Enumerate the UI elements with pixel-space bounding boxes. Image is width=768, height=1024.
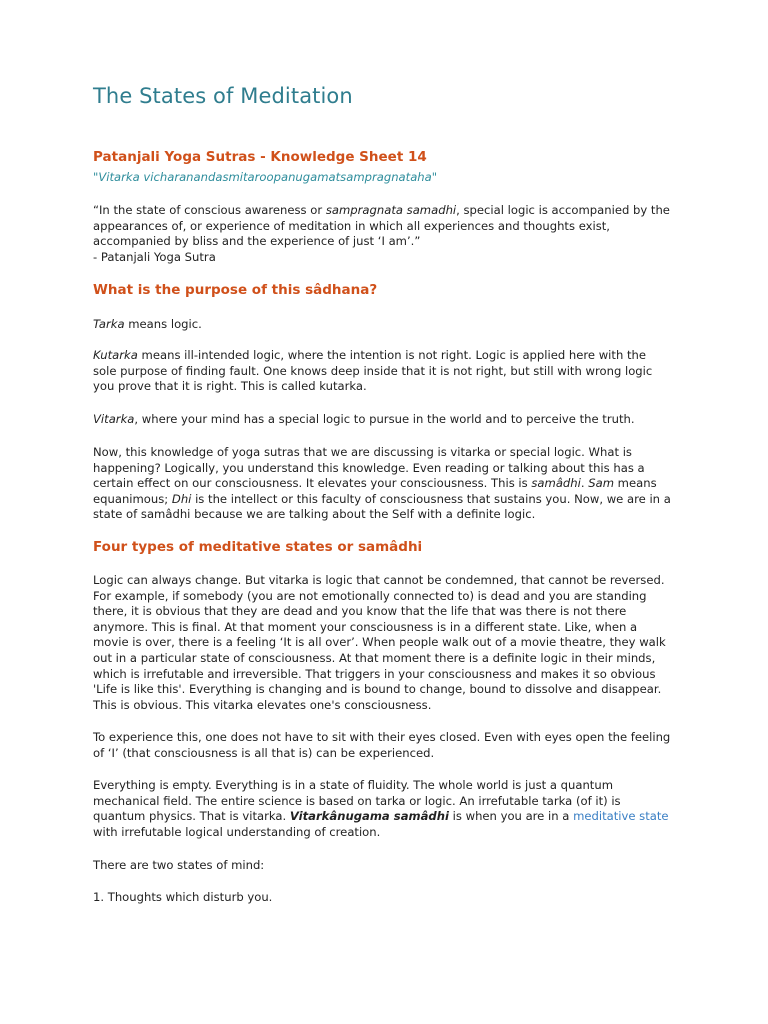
heading-types: Four types of meditative states or samâdhi <box>93 539 423 555</box>
logic-paragraph: Logic can always change. But vitarka is logic that cannot be condemned, that cannot be reversed. For example, if somebody (you are not emotionally connected to) is dead and you are standing there, it is obvious that they are dead and you know that the life that was there is not there anymore. This is final. At that moment your consciousness is in a different state. Like, when a movie is over, there is a feeling ‘It is all over’. When people walk out of a movie theatre, they walk out in a particular state of consciousness. At that moment there is a definite logic in their minds, which is irrefutable and irreversible. That triggers in your consciousness and makes it so obvious 'Life is like this'. Everything is changing and is bound to change, bound to dissolve and disappear. This is obvious. This vitarka elevates one's consciousness. <box>93 573 666 712</box>
list-item-1: 1. Thoughts which disturb you. <box>93 890 273 904</box>
sutra-quote: "Vitarka vicharanandasmitaroopanugamatsampragnataha" <box>93 170 438 184</box>
vitarka-paragraph: Vitarka, where your mind has a special logic to pursue in the world and to perceive the truth. <box>93 412 635 426</box>
heading-purpose: What is the purpose of this sâdhana? <box>93 282 378 298</box>
knowledge-paragraph: Now, this knowledge of yoga sutras that we are discussing is vitarka or special logic. What is happening? Logically, you understand this knowledge. Even reading or talking about this has a certain effect on our consciousness. It elevates your consciousness. This is samâdhi. Sam means equanimous; Dhi is the intellect or this faculty of consciousness that sustains you. Now, we are in a state of samâdhi because we are talking about the Self with a definite logic. <box>93 445 671 522</box>
quote-attribution: - Patanjali Yoga Sutra <box>93 249 216 264</box>
meditative-state-link[interactable]: meditative state <box>573 809 669 824</box>
tarka-paragraph: Tarka means logic. <box>93 317 202 331</box>
two-states-paragraph: There are two states of mind: <box>93 858 265 872</box>
kutarka-paragraph: Kutarka means ill-intended logic, where the intention is not right. Logic is applied here with the sole purpose of finding fault. One knows deep inside that it is not right, but still with wrong logic you prove that it is right. This is called kutarka. <box>93 348 653 394</box>
page-title: The States of Meditation <box>93 84 353 108</box>
experience-paragraph: To experience this, one does not have to sit with their eyes closed. Even with eyes open the feeling of ‘I’ (that consciousness is all that is) can be experienced. <box>93 730 671 760</box>
subtitle: Patanjali Yoga Sutras - Knowledge Sheet 14 <box>93 149 427 165</box>
empty-paragraph: Everything is empty. Everything is in a state of fluidity. The whole world is just a quantum mechanical field. The entire science is based on tarka or logic. An irrefutable tarka (of it) is quantum physics. That is vitarka. Vitarkânugama samâdhi is when you are in a meditative state with irrefutable logical understanding of creation. <box>93 778 669 839</box>
quote-paragraph: “In the state of conscious awareness or sampragnata samadhi, special logic is accompanied by the appearances of, or experience of meditation in which all experiences and thoughts exist, accompanied by bliss and the experience of just ‘I am’.” - Patanjali Yoga Sutra <box>93 203 670 264</box>
